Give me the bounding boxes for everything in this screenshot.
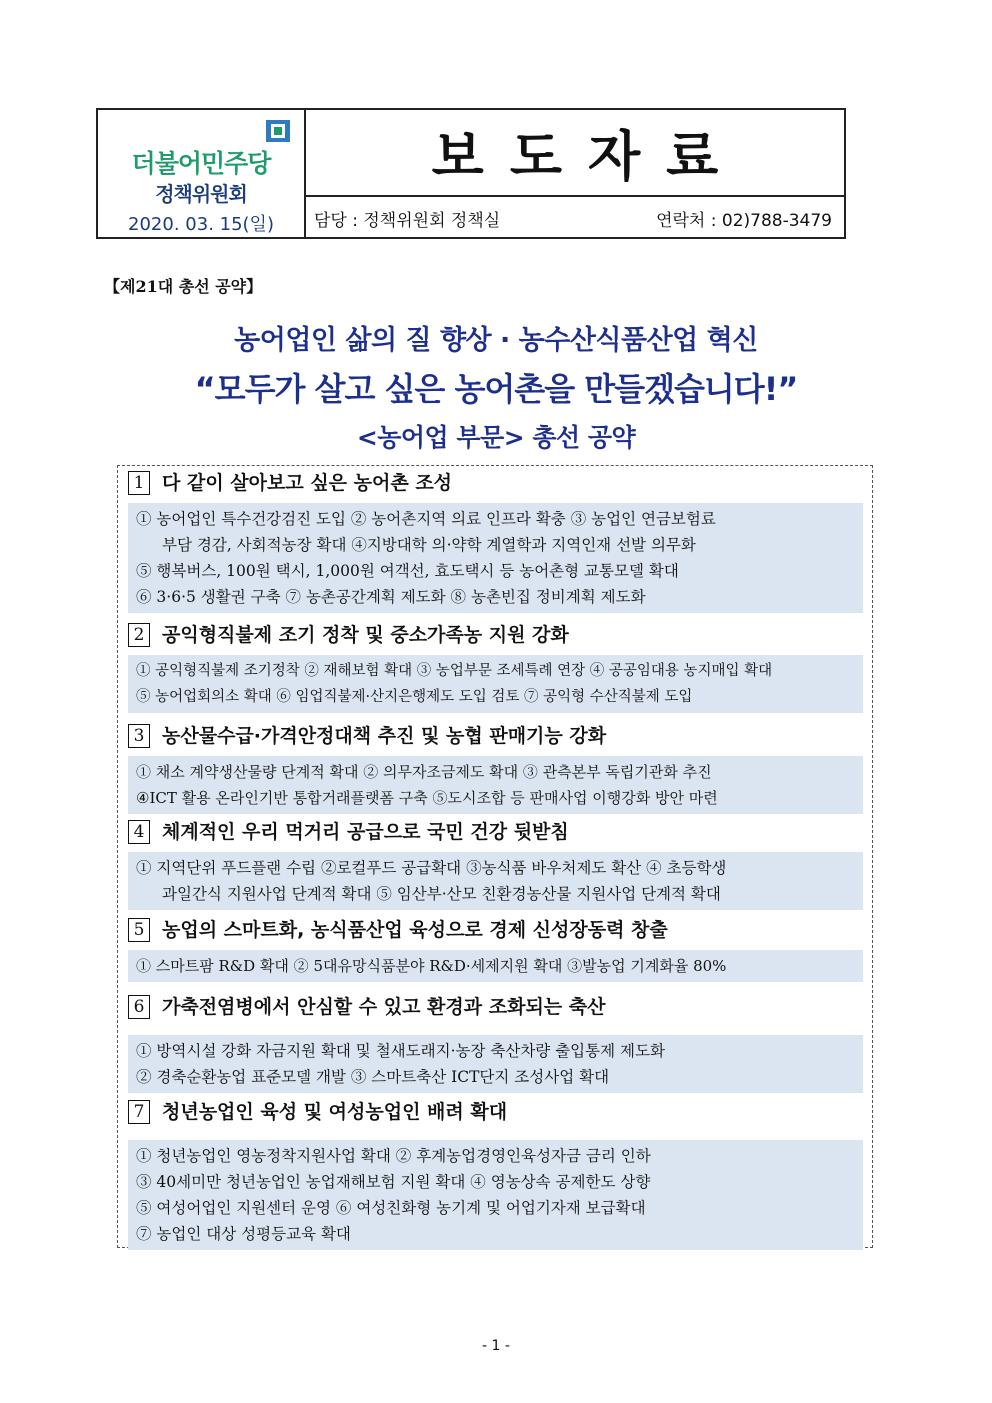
headline-line1: 농어업인 삶의 질 향상 · 농수산식품산업 혁신 — [234, 325, 758, 356]
pledge-line: ⑤ 행복버스, 100원 택시, 1,000원 여객선, 효도택시 등 농어촌형 교통모델 확대 — [136, 562, 679, 580]
pledge-line: ① 방역시설 강화 자금지원 확대 및 철새도래지·농장 축산차량 출입통제 제도화 — [136, 1042, 665, 1060]
pledge-section — [128, 621, 863, 713]
contact-row — [306, 197, 844, 237]
logo-party-name: 더불어민주당 — [131, 149, 271, 178]
section-title — [128, 722, 863, 750]
release-date: 2020. 03. 15(일) — [128, 214, 274, 235]
press-release-header — [96, 108, 846, 239]
section-number: 3 — [128, 724, 150, 748]
contact-phone: 연락처 : 02)788-3479 — [656, 211, 832, 231]
pledge-line: ① 공익형직불제 조기정착 ② 재해보험 확대 ③ 농업부문 조세특례 연장 ④ 공공임대용 농지매입 확대 — [136, 663, 773, 679]
pledge-line: ① 청년농업인 영농정착지원사업 확대 ② 후계농업경영인육성자금 금리 인하 — [136, 1147, 651, 1165]
pledge-line: ① 채소 계약생산물량 단계적 확대 ② 의무자조금제도 확대 ③ 관측본부 독립기관화 추진 — [136, 763, 712, 781]
pledge-line: ⑤ 여성어업인 지원센터 운영 ⑥ 여성친화형 농기계 및 어업기자재 보급확대 — [136, 1199, 646, 1217]
pledge-list-box — [117, 465, 873, 1248]
section-body — [128, 852, 863, 910]
section-number: 2 — [128, 623, 150, 647]
section-title-text: 농업의 스마트화, 농식품산업 육성으로 경제 신성장동력 창출 — [162, 919, 668, 941]
contact-department: 담당 : 정책위원회 정책실 — [314, 211, 501, 231]
title-cell — [306, 110, 844, 197]
section-title-text: 농산물수급·가격안정대책 추진 및 농협 판매기능 강화 — [162, 725, 607, 747]
section-number: 6 — [128, 995, 150, 1019]
page-title: 보도자료 — [431, 125, 745, 188]
section-body — [128, 1140, 863, 1250]
pledge-line: ② 경축순환농업 표준모델 개발 ③ 스마트축산 ICT단지 조성사업 확대 — [136, 1068, 610, 1086]
section-body — [128, 950, 863, 982]
pledge-section — [128, 722, 863, 814]
pledge-line: ④ICT 활용 온라인기반 통합거래플랫폼 구축 ⑤도시조합 등 판매사업 이행강화 방안 마련 — [136, 789, 718, 807]
election-tag: 【제21대 총선 공약】 — [104, 277, 263, 296]
pledge-line: ① 스마트팜 R&D 확대 ② 5대유망식품분야 R&D·세제지원 확대 ③발농업 기계화율 80% — [136, 957, 727, 975]
pledge-line: ① 지역단위 푸드플랜 수립 ②로컬푸드 공급확대 ③농식품 바우처제도 확산 ④ 초등학생 — [136, 859, 727, 877]
headline-line2: “모두가 살고 싶은 농어촌을 만들겠습니다!” — [194, 370, 798, 408]
section-title — [128, 916, 863, 944]
headline-line3: <농어업 부문> 총선 공약 — [356, 423, 636, 452]
section-title-text: 다 같이 살아보고 싶은 농어촌 조성 — [162, 472, 453, 494]
pledge-line: 부담 경감, 사회적농장 확대 ④지방대학 의·약학 계열학과 지역인재 선발 의무화 — [162, 536, 696, 554]
section-title-text: 청년농업인 육성 및 여성농업인 배려 확대 — [162, 1101, 508, 1123]
section-title — [128, 469, 863, 497]
section-title — [128, 818, 863, 846]
pledge-section — [128, 818, 863, 910]
section-body — [128, 1035, 863, 1093]
pledge-line: 과일간식 지원사업 단계적 확대 ⑤ 임산부·산모 친환경농산물 지원사업 단계적 확대 — [162, 885, 721, 903]
pledge-section — [128, 1098, 863, 1250]
pledge-line: ⑥ 3·6·5 생활권 구축 ⑦ 농촌공간계획 제도화 ⑧ 농촌빈집 정비계획 제도화 — [136, 588, 646, 606]
section-title — [128, 1098, 863, 1126]
section-number: 5 — [128, 918, 150, 942]
pledge-section — [128, 916, 863, 982]
pledge-line: ⑦ 농업인 대상 성평등교육 확대 — [136, 1225, 351, 1243]
section-body — [128, 756, 863, 814]
logo-committee-name: 정책위원회 — [155, 182, 247, 206]
logo-cell — [98, 110, 306, 237]
section-title-text: 체계적인 우리 먹거리 공급으로 국민 건강 뒷받침 — [162, 821, 569, 843]
pledge-section — [128, 993, 863, 1093]
section-title — [128, 621, 863, 649]
pledge-line: ③ 40세미만 청년농업인 농업재해보험 지원 확대 ④ 영농상속 공제한도 상향 — [136, 1173, 651, 1191]
section-number: 1 — [128, 471, 150, 495]
section-title-text: 가축전염병에서 안심할 수 있고 환경과 조화되는 축산 — [162, 996, 606, 1018]
section-body — [128, 655, 863, 713]
section-number: 7 — [128, 1100, 150, 1124]
party-logo-icon — [264, 118, 292, 144]
pledge-section — [128, 469, 863, 613]
section-number: 4 — [128, 820, 150, 844]
section-title — [128, 993, 863, 1021]
page-number: - 1 - — [482, 1338, 510, 1354]
section-title-text: 공익형직불제 조기 정착 및 중소가족농 지원 강화 — [162, 624, 569, 646]
pledge-line: ① 농어업인 특수건강검진 도입 ② 농어촌지역 의료 인프라 확충 ③ 농업인 연금보험료 — [136, 510, 716, 528]
pledge-line: ⑤ 농어업회의소 확대 ⑥ 임업직불제·산지은행제도 도입 검토 ⑦ 공익형 수산직불제 도입 — [136, 689, 693, 705]
section-body — [128, 503, 863, 613]
